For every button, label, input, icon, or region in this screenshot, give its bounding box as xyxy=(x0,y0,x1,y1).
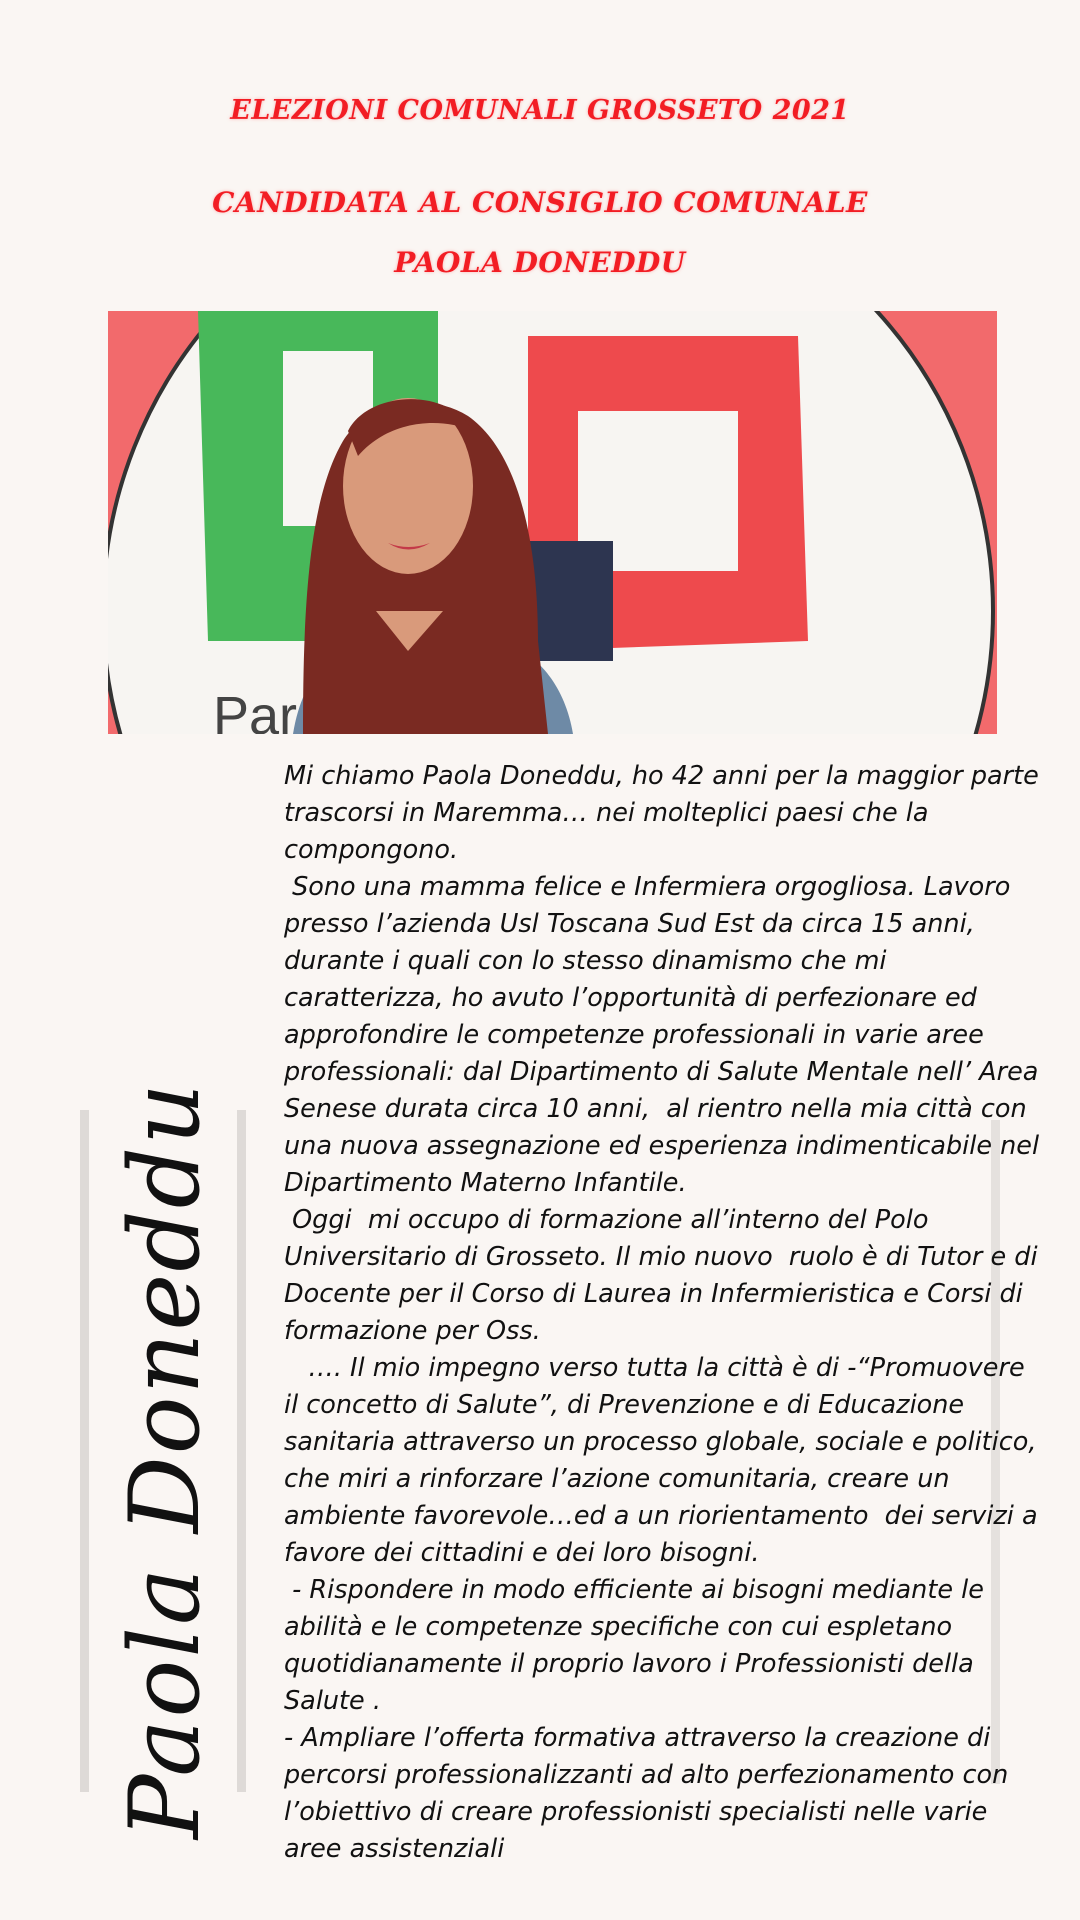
candidate-name: PAOLA DONEDDU xyxy=(394,246,686,279)
candidate-photo xyxy=(108,311,997,734)
candidacy-subtitle: CANDIDATA AL CONSIGLIO COMUNALE xyxy=(212,186,868,219)
election-title: ELEZIONI COMUNALI GROSSETO 2021 xyxy=(230,95,850,126)
bio-paragraph: Mi chiamo Paola Doneddu, ho 42 anni per la maggior parte trascorsi in Maremma… nei molteplici paesi che la compongono. xyxy=(284,761,1047,865)
bio-paragraph: - Ampliare l’offerta formativa attraverso la creazione di percorsi professionalizzanti ad alto perfezionamento con l’obiettivo di creare professionisti specialisti nelle varie aree assistenziali xyxy=(284,1723,1017,1864)
bio-paragraph: Oggi mi occupo di formazione all’interno del Polo Universitario di Grosseto. Il mio nuovo ruolo è di Tutor e di Docente per il Corso di Laurea in Infermieristica e Corsi di formazione per Oss. xyxy=(284,1205,1046,1346)
decorative-bar-right xyxy=(237,1110,246,1792)
bio-paragraph: …. Il mio impegno verso tutta la città è di -“Promuovere il concetto di Salute”, di Prevenzione e di Educazione sanitaria attraverso un processo globale, sociale e politico, che miri a rinforzare l’azione comunitaria, creare un ambiente favorevole…ed a un riorientamento dei servizi a favore dei cittadini e dei loro bisogni. xyxy=(284,1353,1046,1568)
handwritten-signature: Paola Doneddu xyxy=(109,1081,221,1839)
bio-paragraph: - Rispondere in modo efficiente ai bisogni mediante le abilità e le competenze specifiche con cui espletano quotidianamente il proprio lavoro i Professionisti della Salute . xyxy=(284,1575,992,1716)
decorative-bar-left xyxy=(80,1110,89,1792)
candidate-biography xyxy=(284,758,1048,1868)
logo-text: Par xyxy=(213,686,298,734)
bio-paragraph: Sono una mamma felice e Infermiera orgogliosa. Lavoro presso l’azienda Usl Toscana Sud Est da circa 15 anni, durante i quali con lo stesso dinamismo che mi caratterizza, ho avuto l’opportunità di perfezionare ed approfondire le competenze professionali in varie aree professionali: dal Dipartimento di Salute Mentale nell’ Area Senese durata circa 10 anni, al rientro nella mia città con una nuova assegnazione ed esperienza indimenticabile nel Dipartimento Materno Infantile. xyxy=(284,872,1048,1198)
